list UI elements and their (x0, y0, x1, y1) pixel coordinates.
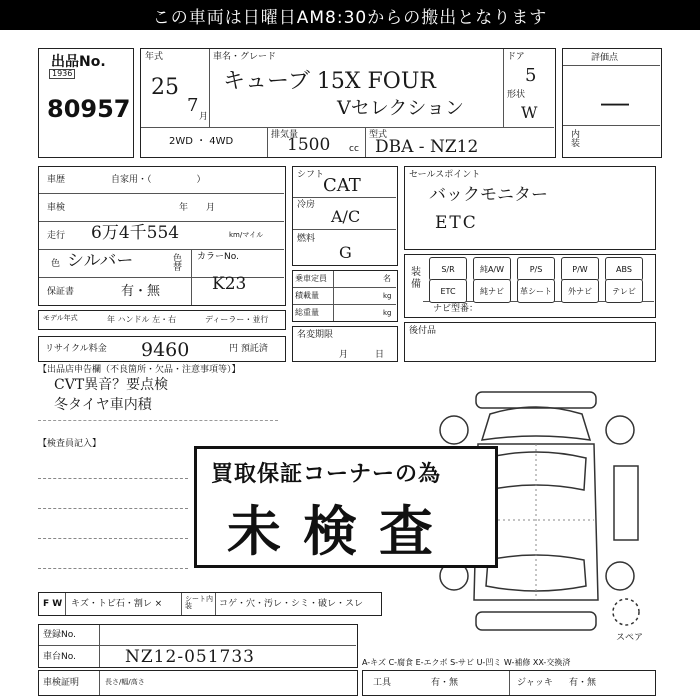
uninspected-stamp (194, 446, 498, 568)
shift-value: CAT (323, 175, 361, 196)
notes-line2: 冬タイヤ車内積 (54, 397, 152, 413)
doors-label: ドア (507, 52, 525, 62)
fuel-label: 燃料 (297, 234, 316, 244)
mileage-label: 走行 (47, 231, 66, 241)
grade-score-label: 評価点 (591, 53, 619, 63)
equipment-item: ABS (605, 257, 643, 281)
nav-label: ナビ型番： (433, 304, 479, 314)
warranty-value: 有・無 (121, 284, 161, 299)
cert-sub: 長さ/幅/高さ (105, 678, 145, 686)
month-value: 7 (187, 95, 199, 116)
lot-code: 1936 (49, 69, 75, 79)
reg-label: 登録No. (43, 630, 76, 640)
cc-label: cc (349, 144, 359, 154)
tools-label: 工具 (373, 678, 392, 688)
equipment-item: P/W (561, 257, 599, 281)
chassis-label: 車台No. (43, 652, 76, 662)
registration-box (38, 624, 358, 668)
shift-label: シフト (297, 170, 325, 180)
model-value: DBA - NZ12 (375, 137, 479, 157)
recycle-value: 9460 (141, 339, 190, 361)
ac-value: A/C (331, 207, 361, 226)
grade-score-value: ― (601, 86, 629, 119)
model-year-label: モデル年式 (43, 314, 78, 322)
damage-legend: A-キズ C-腐食 E-エクボ S-サビ U-凹ミ W-補修 XX-交換済 (362, 658, 571, 667)
details-box (38, 166, 286, 306)
warranty-label: 保証書 (47, 287, 75, 297)
doors-value: 5 (525, 65, 537, 86)
banner: この車両は日曜日AM8:30からの搬出となります (0, 0, 700, 30)
fw-box (38, 592, 382, 616)
recycle-unit: 円 預託済 (229, 344, 268, 354)
aftermarket-box (404, 322, 656, 362)
equipment-item: 純ナビ (473, 279, 511, 303)
displacement-value: 1500 (287, 135, 331, 155)
seat-text: コゲ・穴・汚レ・シミ・破レ・スレ (219, 599, 364, 609)
sales-label: セールスポイント (409, 170, 481, 180)
capacity-label: 乗車定員 (295, 274, 327, 283)
car-header-box (140, 48, 556, 158)
tools-value: 有・無 (431, 678, 459, 688)
color-change-label: 色替 (173, 254, 183, 273)
recycle-box (38, 336, 286, 362)
equipment-item: テレビ (605, 279, 643, 303)
weight-label: 総重量 (295, 308, 319, 317)
fuel-value: G (339, 243, 352, 262)
handle-label: 年 ハンドル 左・右 (107, 315, 177, 324)
fw-text: キズ・トビ石・割レ × (71, 599, 163, 609)
tools-box (362, 670, 656, 696)
notes-label: 【出品店申告欄（不良箇所・欠品・注意事項等）】 (38, 365, 241, 375)
equipment-item: 純A/W (473, 257, 511, 281)
recycle-label: リサイクル料金 (45, 344, 107, 354)
inspection-label: 車検 (47, 203, 66, 213)
specs-box (292, 166, 398, 266)
sales-box (404, 166, 656, 250)
stamp-line1: 買取保証コーナーの為 (211, 462, 442, 487)
cert-box (38, 670, 358, 696)
lot-label: 出品No. (51, 54, 106, 70)
sales-line2: ETC (435, 213, 478, 233)
chassis-value: NZ12-051733 (125, 647, 255, 667)
load-label: 積載量 (295, 291, 319, 300)
name-change-units: 月 日 (339, 350, 385, 360)
spare-label: スペア (616, 633, 644, 643)
year-label: 年式 (145, 52, 164, 62)
jack-value: 有・無 (569, 678, 597, 688)
color-no-value: K23 (212, 274, 247, 294)
stamp-line2: 未検査 (227, 500, 455, 563)
lot-number: 80957 (47, 95, 131, 123)
shape-value: W (521, 103, 538, 122)
fw-label: F W (43, 599, 63, 609)
grade-value: Vセレクション (337, 97, 464, 119)
weight-unit: kg (383, 309, 392, 317)
mileage-value: 6万4千554 (91, 223, 180, 243)
drive-label: 2WD ・ 4WD (169, 136, 234, 147)
equipment-item: P/S (517, 257, 555, 281)
dealer-label: ディーラー・並行 (205, 315, 269, 324)
load-unit: kg (383, 292, 392, 300)
color-value: シルバー (67, 251, 134, 271)
capacity-unit: 名 (383, 274, 391, 283)
weight-box (292, 270, 398, 322)
aftermarket-label: 後付品 (409, 326, 437, 336)
history-value: 自家用・（ ） (111, 175, 206, 185)
color-no-label: カラーNo. (197, 252, 239, 262)
equipment-item: 革シート (517, 279, 555, 303)
grade-score-box (562, 48, 662, 158)
shape-label: 形状 (507, 90, 526, 100)
interior-label: 内装 (571, 130, 581, 149)
equipment-item: ETC (429, 279, 467, 303)
color-label: 色 (51, 259, 61, 269)
month-label: 月 (199, 112, 209, 122)
equipment-box (404, 254, 656, 318)
sales-line1: バックモニター (429, 185, 548, 205)
name-label: 車名・グレード (213, 52, 277, 62)
equipment-label: 装備 (411, 267, 421, 290)
cert-label: 車検証明 (43, 678, 80, 688)
equipment-item: S/R (429, 257, 467, 281)
name-change-box (292, 326, 398, 362)
model-label: 型式 (369, 130, 388, 140)
history-label: 車歴 (47, 175, 66, 185)
lot-box (38, 48, 134, 158)
model-year-box (38, 310, 286, 330)
displacement-label: 排気量 (271, 130, 299, 140)
mileage-units: km/マイル (229, 231, 264, 239)
year-value: 25 (151, 75, 179, 100)
name-change-label: 名変期限 (297, 330, 334, 340)
notes-line1: CVT異音？要点検 (54, 377, 169, 393)
jack-label: ジャッキ (517, 678, 553, 688)
equipment-item: 外ナビ (561, 279, 599, 303)
inspection-units: 年 月 (179, 203, 216, 213)
inspector-label: 【検査員記入】 (38, 439, 102, 449)
name-value: キューブ 15X FOUR (223, 69, 436, 94)
ac-label: 冷房 (297, 200, 316, 210)
seat-label: シート内装 (185, 595, 213, 610)
